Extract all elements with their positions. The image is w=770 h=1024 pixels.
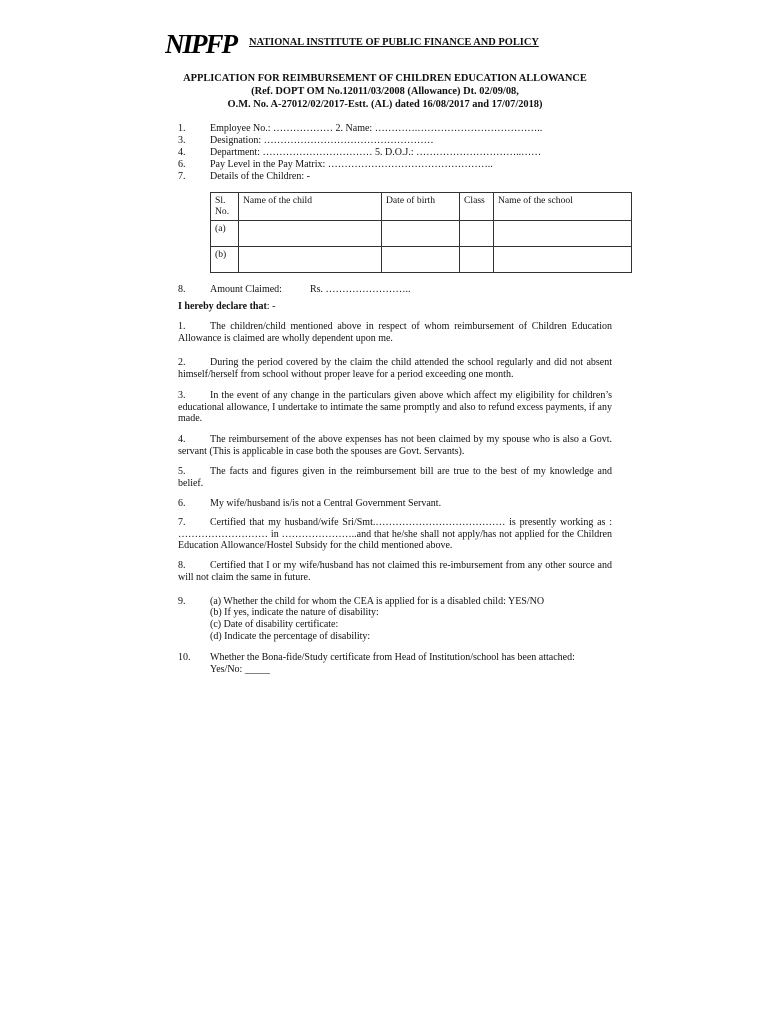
children-details-table: [210, 192, 632, 273]
form-title: APPLICATION FOR REIMBURSEMENT OF CHILDREN EDUCATION ALLOWANCE: [183, 73, 587, 84]
declaration-item: 2. During the period covered by the claim the child attended the school regularly and did not absent himself/herself from school without proper leave for a period exceeding one month.: [178, 357, 612, 380]
table-header-name-of-child: Name of the child: [239, 193, 382, 221]
declaration-item: 8. Certified that I or my wife/husband has not claimed this re-imbursement from any other source and will not claim the same in future.: [178, 560, 612, 583]
department-doj-field: Department: …………………………… 5. D.O.J.: …………………………..……: [210, 147, 542, 158]
table-header-name-of-school: Name of the school: [494, 193, 632, 221]
field-number: 6.: [178, 159, 186, 170]
declaration-item: 7. Certified that my husband/wife Sri/Smt.………………………………… is presently working as : ……………………… in …………………..and that he/she shall not apply/has not applied for the Children Education Allowance/Hostel Subsidy for the child mentioned above.: [178, 517, 612, 552]
table-cell-school: [494, 247, 632, 273]
table-cell-class: [460, 221, 494, 247]
disability-question-a: (a) Whether the child for whom the CEA is applied for is a disabled child: YES/NO: [210, 596, 545, 607]
field-number: 1.: [178, 123, 186, 134]
designation-field: Designation: ……………………………………………: [210, 135, 434, 146]
declaration-item: 1. The children/child mentioned above in respect of whom reimbursement of Children Education Allowance is claimed are wholly dependent upon me.: [178, 321, 612, 344]
disability-question-c: (c) Date of disability certificate:: [210, 619, 339, 630]
disability-question-d: (d) Indicate the percentage of disability:: [210, 631, 371, 642]
table-cell-school: [494, 221, 632, 247]
field-number: 3.: [178, 135, 186, 146]
amount-claimed-value: Rs. ……………………..: [310, 284, 411, 295]
table-cell-name: [239, 221, 382, 247]
field-number: 7.: [178, 171, 186, 182]
amount-claimed-label: Amount Claimed:: [210, 284, 282, 295]
table-cell-class: [460, 247, 494, 273]
table-cell-sl-no: (a): [211, 221, 239, 247]
table-cell-sl-no: (b): [211, 247, 239, 273]
field-number: 8.: [178, 284, 186, 295]
table-header-date-of-birth: Date of birth: [382, 193, 460, 221]
table-header-sl-no: Sl. No.: [211, 193, 239, 221]
bonafide-certificate-question: Whether the Bona-fide/Study certificate from Head of Institution/school has been attached:: [210, 652, 575, 663]
table-cell-name: [239, 247, 382, 273]
children-details-label: Details of the Children: -: [210, 171, 310, 182]
declaration-heading: I hereby declare that: -: [178, 301, 276, 312]
institute-name: NATIONAL INSTITUTE OF PUBLIC FINANCE AND POLICY: [249, 37, 539, 48]
table-header-class: Class: [460, 193, 494, 221]
table-cell-dob: [382, 247, 460, 273]
table-row: [211, 247, 632, 273]
field-number: 9.: [178, 596, 186, 607]
form-om-line: O.M. No. A-27012/02/2017-Estt. (AL) dated 16/08/2017 and 17/07/2018): [227, 99, 543, 110]
svg-text:NIPFP: NIPFP: [165, 31, 236, 57]
table-row: [211, 221, 632, 247]
nipfp-logo: [165, 31, 243, 57]
table-cell-dob: [382, 221, 460, 247]
declaration-item: 5. The facts and figures given in the reimbursement bill are true to the best of my knowledge and belief.: [178, 466, 612, 489]
field-number: 10.: [178, 652, 191, 663]
declaration-item: 4. The reimbursement of the above expenses has not been claimed by my spouse who is also a Govt. servant (This is applicable in case both the spouses are Govt. Servants).: [178, 434, 612, 457]
declaration-item: 3. In the event of any change in the particulars given above which affect my eligibility for children’s educational allowance, I undertake to intimate the same promptly and also to refund excess payments, if any made.: [178, 390, 612, 425]
pay-level-field: Pay Level in the Pay Matrix: …………………………………………..: [210, 159, 493, 170]
declaration-item: 6. My wife/husband is/is not a Central Government Servant.: [178, 498, 442, 509]
table-header-row: [211, 193, 632, 221]
form-reference-line: (Ref. DOPT OM No.12011/03/2008 (Allowance) Dt. 02/09/08,: [251, 86, 519, 97]
disability-question-b: (b) If yes, indicate the nature of disability:: [210, 607, 379, 618]
bonafide-yes-no-field: Yes/No: _____: [210, 664, 270, 675]
field-number: 4.: [178, 147, 186, 158]
employee-no-name-field: Employee No.: ……………… 2. Name: ………….………………………………..: [210, 123, 543, 134]
